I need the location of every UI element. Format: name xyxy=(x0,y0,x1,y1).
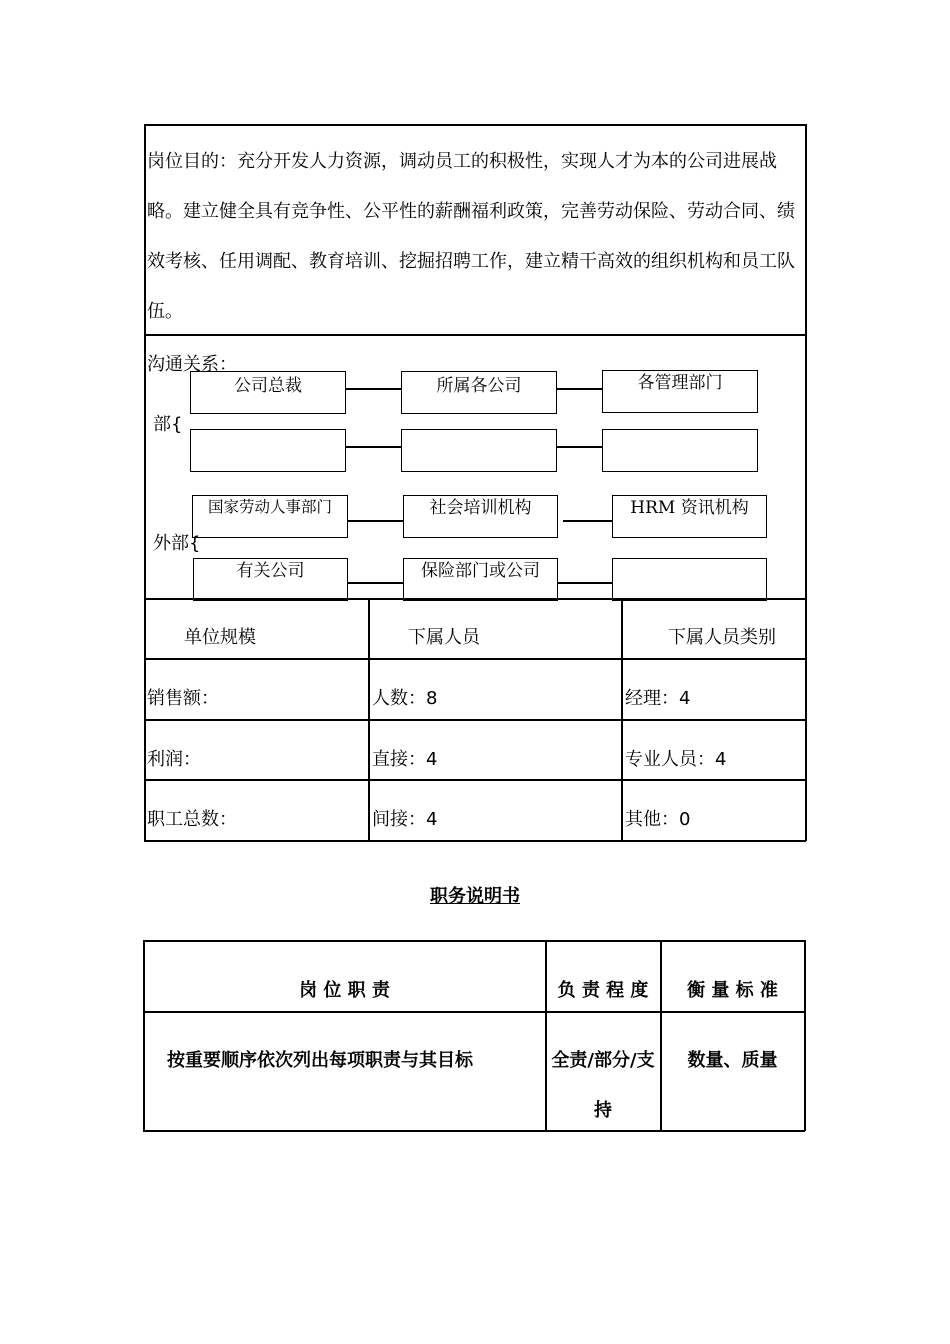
spec-table-border-left xyxy=(143,940,145,1131)
connector xyxy=(558,582,612,584)
job-purpose-text: 岗位目的：充分开发人力资源，调动员工的积极性，实现人才为本的公司进展战略。建立健全具有竞争性、公平性的薪酬福利政策，完善劳动保险、劳动合同、绩效考核、任用调配、教育培训、挖掘招聘工作，建立精干高效的组织机构和员工队伍。 xyxy=(147,151,795,322)
scale-cell: 其他：0 xyxy=(625,809,691,830)
org-box-related-companies: 有关公司 xyxy=(193,558,348,601)
scale-cell: 专业人员：4 xyxy=(625,749,727,770)
connector xyxy=(557,388,602,390)
scale-col-divider-2 xyxy=(621,598,623,841)
org-box-labor-dept: 国家劳动人事部门 xyxy=(192,495,348,538)
scale-col-divider-1 xyxy=(368,598,370,841)
scale-cell: 直接：4 xyxy=(372,749,438,770)
scale-header-categories: 下属人员类别 xyxy=(668,627,776,648)
scale-header-subordinates: 下属人员 xyxy=(408,627,480,648)
internal-label: 部{ xyxy=(153,414,183,435)
org-box-subsidiaries: 所属各公司 xyxy=(401,371,557,414)
scale-cell: 销售额： xyxy=(147,688,219,709)
org-box-empty xyxy=(190,429,346,472)
spec-standard-cell: 数量、质量 xyxy=(687,1050,778,1071)
org-box-hrm-info: HRM 资讯机构 xyxy=(612,495,767,538)
connector xyxy=(348,582,403,584)
scale-cell: 人数：8 xyxy=(372,688,438,709)
scale-row2-bottom xyxy=(144,779,806,781)
scale-header-unit: 单位规模 xyxy=(184,627,256,648)
org-box-training: 社会培训机构 xyxy=(403,495,558,538)
org-box-management-depts: 各管理部门 xyxy=(602,370,758,413)
spec-table-border-top xyxy=(143,940,805,942)
spec-table-header-bottom xyxy=(143,1011,805,1013)
spec-duty-cell: 按重要顺序依次列出每项职责与其目标 xyxy=(167,1050,473,1071)
spec-header-standard: 衡 量 标 准 xyxy=(687,980,778,1001)
org-box-ceo: 公司总裁 xyxy=(190,371,346,414)
job-spec-title: 职务说明书 xyxy=(430,886,520,907)
scale-row1-bottom xyxy=(144,719,806,721)
spec-header-duties: 岗 位 职 责 xyxy=(299,980,390,1001)
top-table-border-bottom xyxy=(144,840,806,842)
spec-header-responsibility: 负 责 程 度 xyxy=(557,980,649,1001)
connector xyxy=(557,446,602,448)
connector xyxy=(563,520,612,522)
org-box-empty xyxy=(612,558,767,601)
communication-title: 沟通关系： xyxy=(147,354,237,375)
spec-table-border-bottom xyxy=(143,1130,805,1132)
scale-cell: 经理：4 xyxy=(625,688,691,709)
scale-cell: 间接：4 xyxy=(372,809,438,830)
spec-table-border-right xyxy=(804,940,806,1131)
connector xyxy=(346,388,401,390)
org-box-empty xyxy=(602,429,758,472)
external-label: 外部{ xyxy=(153,533,201,554)
spec-degree-line1: 全责/部分/支 xyxy=(551,1050,655,1071)
spec-col-divider-2 xyxy=(660,940,662,1131)
scale-cell: 利润： xyxy=(147,749,201,770)
scale-header-bottom xyxy=(144,658,806,660)
connector xyxy=(346,446,401,448)
org-box-insurance: 保险部门或公司 xyxy=(403,558,558,601)
spec-degree-line2: 持 xyxy=(594,1100,612,1121)
top-table-border-top xyxy=(144,124,806,126)
top-table-border-right xyxy=(805,124,807,841)
connector xyxy=(348,520,403,522)
scale-cell: 职工总数： xyxy=(147,809,237,830)
top-table-border-left xyxy=(144,124,146,841)
org-box-empty xyxy=(401,429,557,472)
